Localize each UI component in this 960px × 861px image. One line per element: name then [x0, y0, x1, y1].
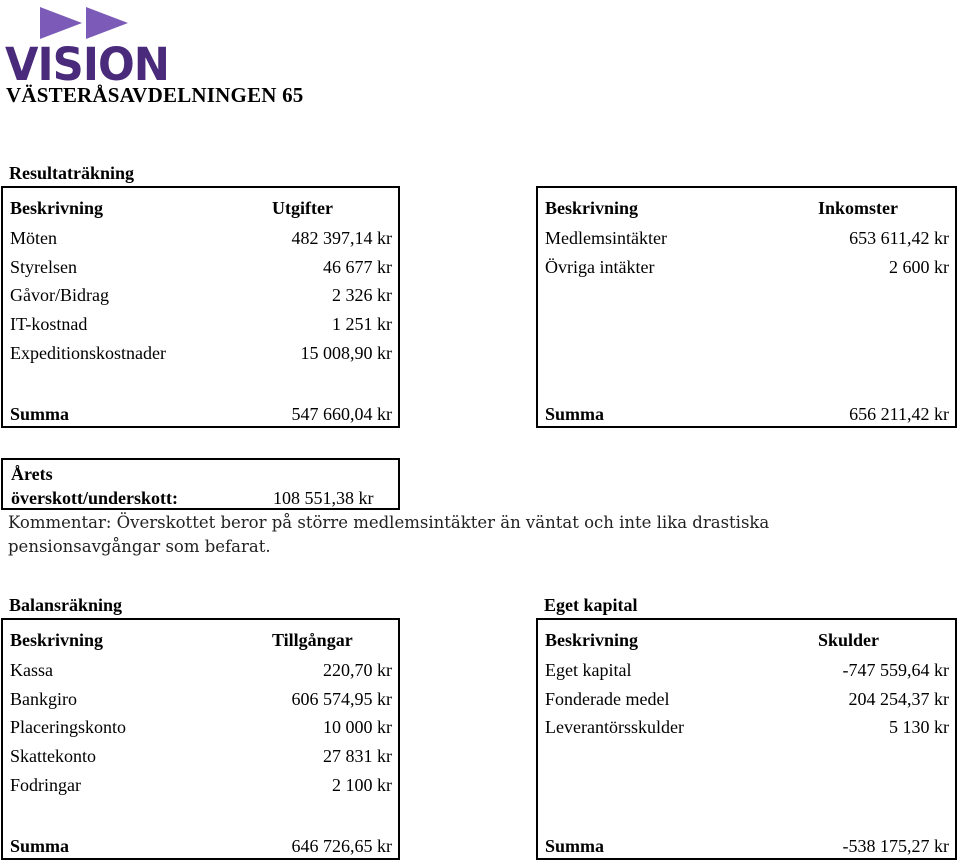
equity-title: Eget kapital — [544, 595, 638, 615]
table-row — [538, 713, 955, 741]
table-row — [3, 224, 398, 252]
row-description: Skattekonto — [10, 746, 96, 766]
sum-label: Summa — [545, 836, 605, 856]
row-amount: 2 100 kr — [332, 775, 392, 795]
vision-logo — [4, 4, 172, 82]
row-description: Leverantörsskulder — [545, 717, 684, 737]
col-header-description: Beskrivning — [10, 198, 104, 218]
result-box — [1, 458, 400, 510]
row-amount: 46 677 kr — [323, 257, 392, 277]
row-description: Fodringar — [10, 775, 81, 795]
expenses-sum-row — [3, 400, 398, 428]
row-description: Möten — [10, 228, 57, 248]
row-amount: 2 326 kr — [332, 285, 392, 305]
table-row — [3, 253, 398, 281]
logo-arrow-right — [86, 7, 128, 39]
row-amount: 204 254,37 kr — [848, 689, 949, 709]
row-amount: 10 000 kr — [323, 717, 392, 737]
col-header-description: Beskrivning — [10, 630, 104, 650]
sum-label: Summa — [10, 404, 70, 424]
table-row — [3, 656, 398, 684]
table-row — [3, 281, 398, 309]
table-row — [538, 253, 955, 281]
liabilities-sum-row — [538, 832, 955, 860]
row-description: Placeringskonto — [10, 717, 126, 737]
assets-sum-row — [3, 832, 398, 860]
assets-table — [1, 618, 400, 860]
row-amount: 5 130 kr — [889, 717, 949, 737]
row-amount: 220,70 kr — [323, 660, 392, 680]
income-sum-row — [538, 400, 955, 428]
liabilities-header — [538, 626, 955, 654]
row-amount: 482 397,14 kr — [291, 228, 392, 248]
sum-amount: 547 660,04 kr — [291, 404, 392, 424]
col-header-assets: Tillgångar — [272, 630, 353, 650]
table-row — [3, 771, 398, 799]
expenses-table — [1, 186, 400, 428]
sum-label: Summa — [10, 836, 70, 856]
income-table — [536, 186, 957, 428]
table-row — [538, 224, 955, 252]
col-header-expenses: Utgifter — [272, 198, 333, 218]
row-description: Gåvor/Bidrag — [10, 285, 109, 305]
row-amount: 653 611,42 kr — [849, 228, 949, 248]
row-amount: 27 831 kr — [323, 746, 392, 766]
col-header-description: Beskrivning — [545, 630, 639, 650]
row-amount: -747 559,64 kr — [842, 660, 949, 680]
table-row — [538, 656, 955, 684]
row-description: Medlemsintäkter — [545, 228, 667, 248]
sum-amount: 656 211,42 kr — [849, 404, 949, 424]
row-description: Fonderade medel — [545, 689, 670, 709]
row-amount: 2 600 kr — [889, 257, 949, 277]
table-row — [538, 685, 955, 713]
row-description: Eget kapital — [545, 660, 632, 680]
income-header — [538, 194, 955, 222]
logo-wordmark: VISION — [5, 38, 169, 82]
row-description: Övriga intäkter — [545, 257, 655, 277]
row-amount: 606 574,95 kr — [291, 689, 392, 709]
result-label-line2: överskott/underskott: — [11, 488, 178, 508]
row-description: Expeditionskostnader — [10, 343, 166, 363]
liabilities-table — [536, 618, 957, 860]
table-row — [3, 685, 398, 713]
result-amount: 108 551,38 kr — [273, 488, 374, 508]
table-row — [3, 339, 398, 367]
row-description: IT-kostnad — [10, 314, 88, 334]
row-description: Styrelsen — [10, 257, 77, 277]
col-header-liabilities: Skulder — [818, 630, 880, 650]
result-comment: Kommentar: Överskottet beror på större medlemsintäkter än väntat och inte lika drastiska pensionsavgångar som befarat. — [8, 513, 770, 556]
table-row — [3, 310, 398, 338]
organization-name: VÄSTERÅSAVDELNINGEN 65 — [6, 83, 304, 107]
balance-sheet-title: Balansräkning — [9, 595, 123, 615]
row-description: Bankgiro — [10, 689, 77, 709]
assets-header — [3, 626, 398, 654]
logo-arrow-left — [40, 7, 82, 39]
sum-amount: -538 175,27 kr — [842, 836, 949, 856]
sum-label: Summa — [545, 404, 605, 424]
income-statement-title: Resultaträkning — [9, 163, 135, 183]
col-header-income: Inkomster — [818, 198, 898, 218]
sum-amount: 646 726,65 kr — [291, 836, 392, 856]
result-label-line1: Årets — [11, 464, 53, 484]
col-header-description: Beskrivning — [545, 198, 639, 218]
row-amount: 15 008,90 kr — [300, 343, 392, 363]
expenses-header — [3, 194, 398, 222]
table-row — [3, 713, 398, 741]
row-description: Kassa — [10, 660, 53, 680]
row-amount: 1 251 kr — [332, 314, 392, 334]
table-row — [3, 742, 398, 770]
